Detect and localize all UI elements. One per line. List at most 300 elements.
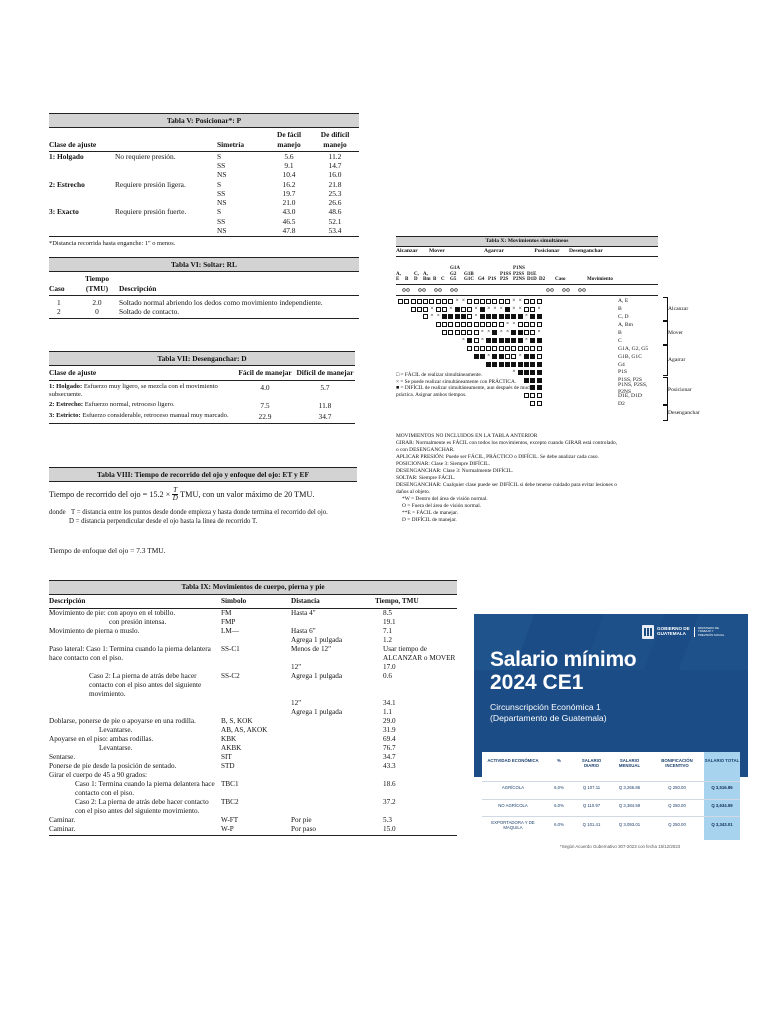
clase-ajuste: 2: Estrecho [49, 179, 85, 189]
header-tiempo: Tiempo (TMU) [84, 274, 110, 293]
subtitulo-departamento: (Departamento de Guatemala) [490, 713, 607, 723]
descripcion-value: Girar el cuerpo de 45 a 90 grados: [49, 771, 147, 779]
nota-item: DESENGANCHAR: Clase 3: Normalmente DIFÍCIL. [396, 468, 514, 475]
facil-square-icon [474, 346, 479, 351]
clase-descripcion: No requiere presión. [115, 151, 176, 161]
distancia-value [291, 771, 375, 780]
clase-descripcion [115, 226, 217, 235]
gobierno-logo [642, 625, 728, 639]
practica-x-icon: × [499, 306, 503, 312]
practica-x-icon: × [480, 329, 485, 336]
caso-value: P1S [618, 369, 628, 376]
titulo-anio: 2024 CE1 [490, 671, 584, 694]
facil-square-icon [467, 322, 472, 327]
descripcion-value: Doblarse, ponerse de pie o apoyarse en una rodilla. [49, 717, 196, 725]
simbolo-value [221, 708, 291, 717]
distancia-value [291, 717, 375, 726]
facil-square-icon [467, 299, 472, 304]
caso-value: G1B, G1C [618, 353, 642, 360]
tiempo-value: 7.1 [383, 627, 392, 635]
salario-celda: Q 250.00 [668, 785, 686, 790]
facil-square-icon [442, 307, 447, 312]
tabla-vii-row [49, 410, 355, 424]
facil-square-icon [461, 322, 466, 327]
clase-nombre: 2: Estrecho: [49, 400, 84, 408]
facil-square-icon [530, 401, 535, 406]
tabla-x-leyenda [396, 369, 546, 398]
simbolos-fila [396, 346, 618, 353]
facil-square-icon [499, 322, 504, 327]
practica-x-icon: × [524, 337, 529, 344]
tiempo-value: 31.9 [383, 726, 396, 734]
dificil-square-icon [455, 314, 460, 319]
distancia-value [291, 735, 375, 744]
tabla-x-col: D2 [539, 277, 546, 283]
simetria-value: S [217, 151, 222, 161]
dificil-square-icon [492, 362, 497, 367]
practica-x-icon: × [512, 322, 516, 328]
dificil-value: 21.8 [328, 179, 342, 189]
clase-ajuste [49, 161, 115, 170]
dificil-value: 53.4 [328, 225, 342, 235]
dificil-square-icon [505, 338, 510, 343]
tiempo-value: 17.0 [383, 663, 396, 671]
practica-x-icon: × [486, 353, 491, 359]
simbolo-value: STD [221, 762, 235, 770]
clase-descripcion: Esfuerzo considerable, retroceso manual muy marcado. [82, 412, 229, 420]
tabla-v-row [49, 161, 359, 170]
tabla-vi-title: Tabla VI: Soltar: RL [49, 257, 359, 272]
dificil-square-icon [505, 362, 510, 367]
simbolo-value [221, 636, 291, 645]
nota-item: GIRAR: Normalmente es FÁCIL con todos los movimientos, excepto cuando GIRAR está controlado, o con DESENGANCHAR. [396, 440, 618, 454]
tabla-ix-row [49, 609, 457, 618]
facil-square-icon [429, 299, 434, 304]
simbolos-fila [396, 330, 618, 337]
tabla-ix-row [49, 627, 457, 636]
facil-square-icon [448, 322, 453, 327]
fila-simbolos-visuales [396, 285, 658, 296]
tabla-viii [49, 467, 357, 482]
salario-celda: 6.0% [554, 785, 564, 790]
practica-x-icon: × [505, 329, 510, 336]
simbolos-fila [396, 322, 618, 329]
dificil-square-icon [537, 314, 542, 319]
simetria-value: S [217, 207, 222, 217]
descripcion-value: Apoyarse en el piso: ambas rodillas. [49, 735, 154, 743]
practica-x-icon: × [461, 337, 466, 344]
facil-square-icon [474, 338, 479, 343]
donde-label: donde [49, 509, 66, 516]
facil-square-icon [524, 299, 529, 304]
distancia-value: Agrega 1 pulgada [291, 672, 343, 680]
salario-celda: Q 3,384.59 [618, 803, 641, 808]
dificil-square-icon [505, 307, 510, 312]
definiciones [49, 509, 349, 527]
tabla-x-row [396, 353, 658, 361]
descripcion-value: Caso 2: La pierna de atrás debe hacer contacto con el piso antes del siguiente movimiento. [89, 672, 202, 698]
facil-value: 9.1 [284, 161, 294, 170]
facil-square-icon [455, 322, 460, 327]
salario-celda: Q 3,516.86 [711, 785, 733, 790]
tabla-ix-row [49, 708, 457, 717]
tabla-x-col: G4 [478, 277, 485, 283]
clase-ajuste [49, 170, 115, 179]
caso-value: 2 [57, 307, 61, 316]
descripcion-value [49, 699, 221, 708]
tabla-x-row [396, 337, 658, 345]
caso-value: C [618, 337, 622, 344]
formula-recorrido [49, 487, 314, 502]
tabla-v-title: Tabla V: Posicionar*: P [49, 113, 359, 128]
descripcion-value: con presión intensa. [109, 618, 167, 626]
dificil-square-icon [480, 307, 485, 312]
facil-square-icon [461, 307, 466, 312]
dificil-square-icon [499, 362, 504, 367]
logo-texto: GOBIERNO DE GUATEMALA [657, 626, 690, 636]
simetria-value: SS [217, 216, 226, 226]
dificil-square-icon [461, 314, 466, 319]
simbolo-value: AB, AS, AKOK [221, 726, 268, 734]
caso-value: D1E, D1D [618, 393, 642, 400]
bracket-alcanzar: Alcanzar [668, 306, 689, 312]
header-descripcion: Descripción [119, 283, 157, 293]
tiempo-value: 5.3 [383, 816, 392, 824]
simbolos-fila [396, 306, 618, 313]
dificil-value: 34.7 [318, 412, 332, 422]
facil-square-icon [492, 299, 497, 304]
caso-header: Caso [555, 276, 566, 282]
simbolo-value: W-FT [221, 816, 239, 824]
dificil-value: 26.6 [328, 198, 342, 207]
tiempo-value: 43.3 [383, 762, 396, 770]
salario-header: BONIFICACIÓN INCENTIVO [661, 758, 693, 769]
tabla-ix-row [49, 618, 457, 627]
salario-header: % [557, 758, 561, 763]
dificil-square-icon [530, 362, 535, 367]
grupos-header [396, 247, 658, 257]
nota-acuerdo: *Según Acuerdo Gubernativo 307-2023 con fecha 15/12/2023 [560, 844, 681, 849]
tabla-ix-title: Tabla IX: Movimientos de cuerpo, pierna y pie [49, 580, 457, 595]
dificil-value: 25.3 [328, 188, 342, 198]
facil-square-icon [505, 299, 510, 304]
tiempo-value: 2.0 [92, 297, 102, 307]
facil-square-icon [486, 299, 491, 304]
tabla-ix-row [49, 753, 457, 762]
tabla-x-col: B [405, 277, 409, 283]
formula-numerador: T [173, 486, 178, 494]
facil-square-icon [492, 322, 497, 327]
facil-square-icon [537, 401, 542, 406]
simbolo-value: TBC2 [221, 798, 239, 806]
facil-square-icon [461, 330, 466, 335]
practica-x-icon: × [474, 314, 478, 320]
tabla-vii-body [49, 381, 355, 425]
distancia-value: Por paso [291, 825, 316, 833]
salario-header: SALARIO DIARIO [581, 758, 602, 769]
caso-value: A, Bm [618, 322, 633, 329]
simbolo-value: B, S, KOK [221, 717, 253, 725]
tabla-x-col: A, Bm [423, 271, 431, 283]
facil-square-icon [423, 314, 428, 319]
dificil-square-icon [530, 314, 535, 319]
tabla-v-body [49, 152, 359, 235]
practica-x-icon: × [493, 306, 497, 312]
simbolo-value: FM [221, 609, 232, 617]
practica-x-icon: × [436, 314, 440, 320]
tabla-ix-row [49, 744, 457, 753]
tabla-vii-title: Tabla VII: Desenganchar: D [49, 351, 355, 366]
tabla-ix-row [49, 816, 457, 825]
salario-celda: Q 101.41 [582, 822, 601, 827]
salario-celda: Q 107.11 [582, 785, 601, 790]
simbolo-value: FMP [221, 618, 236, 626]
distancia-value: Hasta 6" [291, 627, 316, 635]
practica-x-icon: × [430, 314, 434, 320]
facil-square-icon [436, 307, 441, 312]
facil-square-icon [530, 299, 535, 304]
salario-celda: Q 3,266.86 [618, 785, 641, 790]
salario-tabla [482, 752, 740, 840]
facil-square-icon [524, 307, 529, 312]
descripcion-value: Levantarse. [99, 726, 133, 734]
clase-descripcion: Requiere presión ligera. [115, 179, 186, 189]
formula-pre: Tiempo de recorrido del ojo = 15.2 × [49, 490, 171, 499]
distancia-value [291, 780, 375, 798]
tabla-x-col: P1S [488, 277, 497, 283]
caso-value: 1 [57, 297, 61, 307]
leyenda-facil: □ = FÁCIL de realizar simultáneamente. [396, 372, 483, 378]
descripcion-value: Movimiento de pierna o muslo. [49, 627, 140, 635]
facil-square-icon [486, 346, 491, 351]
simbolos-fila [396, 362, 618, 369]
bracket-posicionar: Posicionar [668, 387, 692, 393]
dificil-square-icon [486, 362, 491, 367]
clase-ajuste [49, 189, 115, 198]
dificil-square-icon [480, 354, 485, 359]
practica-x-icon: × [486, 306, 491, 312]
dificil-square-icon [524, 362, 529, 367]
facil-square-icon [398, 299, 403, 304]
facil-square-icon [442, 330, 447, 335]
facil-square-icon [436, 299, 441, 304]
facil-square-icon [530, 346, 535, 351]
tabla-x-row [396, 322, 658, 330]
tabla-ix [49, 580, 457, 836]
dificil-square-icon [537, 362, 542, 367]
descripcion-value: Movimiento de pie: con apoyo en el tobillo. [49, 609, 176, 617]
clase-ajuste [49, 226, 115, 235]
dificil-value: 14.7 [328, 161, 342, 170]
practica-x-icon: × [512, 298, 516, 304]
salario-celda: Q 250.00 [668, 822, 686, 827]
nota-item: *W = Dentro del área de visión normal. [402, 496, 488, 503]
facil-value: 19.7 [282, 188, 296, 198]
nota-item: O = Fuera del área de visión normal. [402, 503, 482, 510]
simbolos-fila [396, 401, 618, 408]
distancia-value [291, 753, 375, 762]
clase-descripcion: Requiere presión fuerte. [115, 207, 187, 217]
tabla-x-col: P1SS P2S [500, 271, 512, 283]
practica-x-icon: × [518, 306, 522, 312]
salario-minimo-card [474, 614, 748, 852]
descripcion-value: Sentarse. [49, 753, 76, 761]
simbolo-value: LM— [221, 627, 239, 635]
descripcion-value: Caminar. [49, 816, 76, 824]
facil-square-icon [474, 322, 479, 327]
formula-denominador: D [172, 494, 178, 502]
distancia-value [291, 618, 375, 627]
clase-nombre: 3: Estricto: [49, 412, 81, 420]
distancia-value: 12" [291, 663, 302, 671]
simetria-value: SS [217, 161, 226, 170]
clase-celda [49, 401, 235, 410]
dificil-square-icon [518, 314, 523, 319]
facil-square-icon [530, 330, 535, 335]
dificil-value: 11.2 [328, 151, 342, 161]
tiempo-value: Usar tiempo de ALCANZAR o MOVER [383, 645, 456, 662]
facil-square-icon [474, 330, 479, 335]
caso-value: B [618, 306, 622, 313]
tabla-x-row [396, 361, 658, 369]
facil-square-icon [492, 346, 497, 351]
dificil-square-icon [448, 314, 453, 319]
header-dificil: Difícil de manejar [296, 368, 354, 378]
tabla-ix-row [49, 717, 457, 726]
facil-square-icon [467, 314, 472, 319]
dificil-square-icon [518, 362, 523, 367]
facil-value: 10.4 [282, 170, 296, 180]
practica-x-icon: × [524, 314, 529, 320]
tabla-v-row [49, 170, 359, 179]
nota-item: DESENGANCHAR: Cualquier clase puede ser DIFÍCIL si debe tenerse cuidado para evitar lesiones o daños al objeto. [396, 482, 617, 496]
facil-square-icon [474, 299, 479, 304]
clase-celda [49, 412, 235, 421]
bracket-mover: Mover [668, 330, 683, 336]
clase-ajuste [49, 198, 115, 207]
facil-square-icon [480, 322, 485, 327]
facil-square-icon [411, 299, 416, 304]
w-o-symbols-icon [398, 285, 598, 294]
tabla-x-col: B [433, 277, 437, 283]
facil-value: 16.2 [282, 179, 296, 189]
tabla-v-note: *Distancia recorrida hasta enganche: 1" o menos. [49, 240, 176, 247]
distancia-value: Agrega 1 pulgada [291, 636, 343, 644]
simbolo-value: SIT [221, 753, 232, 761]
tabla-ix-row [49, 699, 457, 708]
clase-ajuste: 1: Holgado [49, 151, 84, 161]
clase-descripcion [115, 189, 217, 198]
bracket-desenganchar: Desenganchar [668, 410, 700, 416]
tabla-x-col: A, E [396, 271, 401, 283]
facil-square-icon [480, 299, 485, 304]
facil-square-icon [524, 330, 529, 335]
formula-post: TMU, con un valor máximo de 20 TMU. [180, 490, 315, 499]
simetria-value: NS [217, 198, 227, 207]
tiempo-value: 69.4 [383, 735, 396, 743]
tabla-v-row [49, 217, 359, 226]
facil-square-icon [537, 322, 542, 327]
dificil-value: 5.7 [320, 382, 330, 392]
simbolo-value: SS-C1 [221, 645, 240, 653]
facil-square-icon [448, 299, 453, 304]
tabla-x-col: C, D [414, 271, 419, 283]
dificil-square-icon [492, 330, 497, 335]
clase-descripcion [115, 217, 217, 226]
tabla-v-row [49, 180, 359, 189]
dificil-square-icon [511, 314, 516, 319]
tabla-viii-title: Tabla VIII: Tiempo de recorrido del ojo y enfoque del ojo: ET y EF [49, 467, 357, 482]
guatemala-emblem-icon [642, 625, 654, 639]
header-distancia: Distancia [291, 597, 320, 605]
facil-square-icon [467, 330, 472, 335]
tabla-ix-row [49, 636, 457, 645]
salario-celda: Q 250.00 [668, 803, 686, 808]
tabla-x-title: Tabla X: Movimientos simultáneos [396, 236, 658, 247]
descripcion-value: Ponerse de pie desde la posición de sentado. [49, 762, 177, 770]
facil-square-icon [442, 322, 447, 327]
facil-value: 21.0 [282, 198, 296, 207]
facil-square-icon [537, 354, 542, 359]
facil-square-icon [511, 346, 516, 351]
dificil-square-icon [537, 338, 542, 343]
tabla-ix-row [49, 798, 457, 816]
tiempo-value: 76.7 [383, 744, 396, 752]
caso-value: P1SS, P2S [618, 377, 642, 384]
practica-x-icon: × [537, 329, 541, 336]
facil-square-icon [505, 346, 510, 351]
practica-x-icon: × [430, 306, 434, 312]
facil-square-icon [530, 307, 535, 312]
header-facil: De fácil manejo [276, 130, 301, 149]
tabla-v-row [49, 189, 359, 198]
leyenda-dificil: ■ = DIFÍCIL de realizar simultáneamente, aun después de mucha práctica. Asignar ambos tiempos. [396, 385, 535, 398]
grupo-desenganchar: Desenganchar [569, 247, 603, 254]
header-clase: Clase de ajuste [49, 368, 97, 378]
simbolo-value: W-P [221, 825, 234, 833]
tabla-ix-row [49, 726, 457, 735]
descripcion-value: Levantarse. [99, 744, 133, 752]
facil-square-icon [442, 299, 447, 304]
facil-value: 5.6 [284, 151, 294, 161]
dificil-square-icon [505, 314, 510, 319]
tabla-vii-row [49, 381, 355, 399]
dificil-square-icon [474, 354, 479, 359]
tiempo-value: 0 [95, 307, 99, 316]
facil-square-icon [404, 299, 409, 304]
tiempo-value: 29.0 [383, 717, 396, 725]
tabla-x-row [396, 298, 658, 306]
dificil-value: 11.8 [318, 400, 332, 410]
tabla-x-col: C [441, 277, 445, 283]
subtitulo-circunscripcion: Circunscripción Económica 1 [490, 702, 601, 712]
tabla-ix-row [49, 735, 457, 744]
facil-square-icon [455, 330, 460, 335]
practica-x-icon: × [449, 306, 453, 312]
clase-celda [49, 383, 235, 399]
dificil-square-icon [524, 354, 529, 359]
dificil-square-icon [518, 338, 523, 343]
notas-lista [396, 440, 618, 524]
practica-x-icon: × [512, 369, 516, 375]
caso-value: P1NS, P2SS, P2NS [618, 381, 648, 395]
nota-item: D = DIFÍCIL de manejar. [402, 517, 457, 524]
descripcion-value: Soltado de contacto. [119, 307, 180, 316]
facil-square-icon [499, 299, 504, 304]
tabla-ix-row [49, 780, 457, 798]
header-simetria: Simetría [217, 139, 245, 149]
salario-celda: 6.0% [554, 803, 564, 808]
